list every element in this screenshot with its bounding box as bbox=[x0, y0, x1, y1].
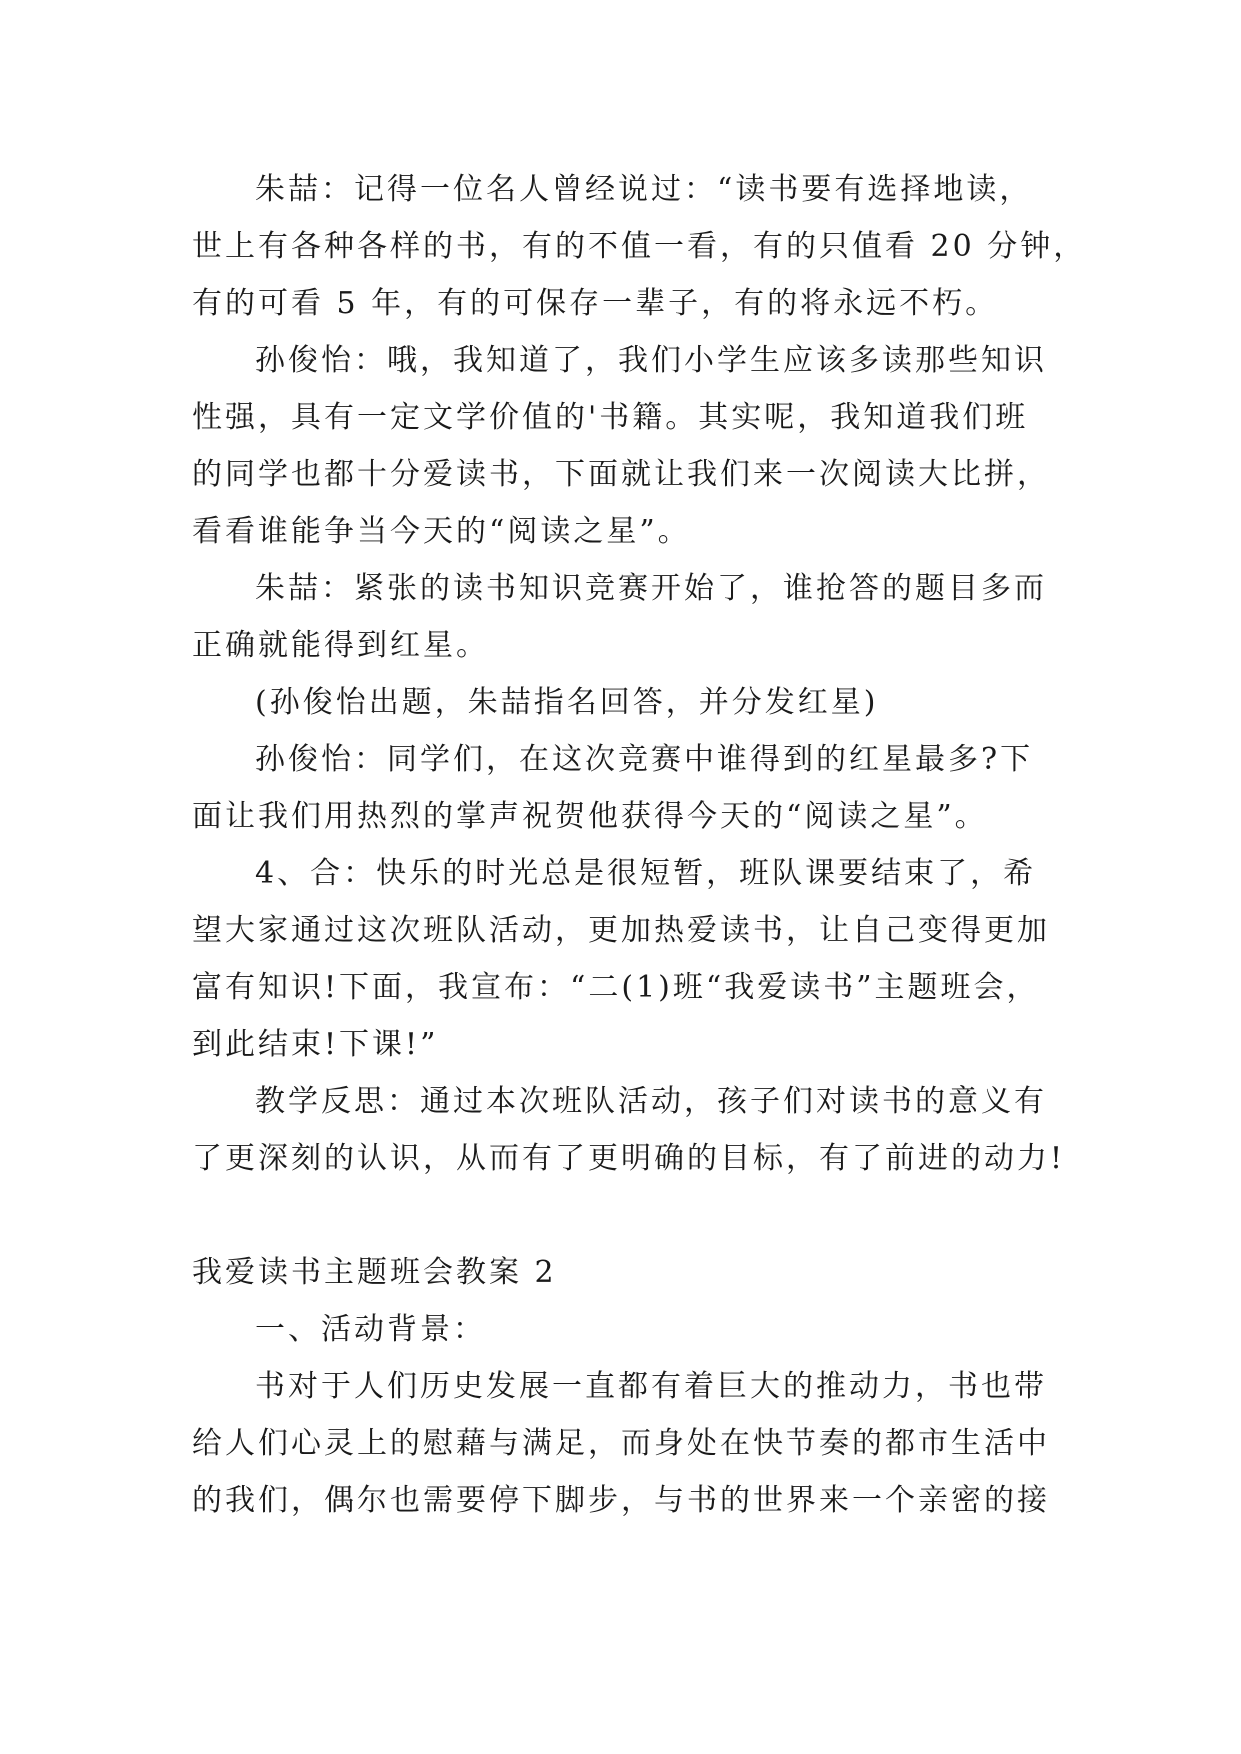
paragraph-line: 富有知识!下面，我宣布：“二(1)班“我爱读书”主题班会， bbox=[192, 970, 1040, 1005]
paragraph-line: 的我们，偶尔也需要停下脚步，与书的世界来一个亲密的接 bbox=[192, 1483, 1050, 1518]
paragraph-line: 孙俊怡：同学们，在这次竞赛中谁得到的红星最多?下 bbox=[255, 742, 1034, 777]
paragraph-line: 朱喆：紧张的读书知识竞赛开始了，谁抢答的题目多而 bbox=[255, 571, 1047, 606]
paragraph-line: 给人们心灵上的慰藉与满足，而身处在快节奏的都市生活中 bbox=[192, 1426, 1050, 1461]
paragraph-line: 书对于人们历史发展一直都有着巨大的推动力，书也带 bbox=[255, 1369, 1047, 1404]
paragraph-line: 朱喆：记得一位名人曾经说过：“读书要有选择地读， bbox=[255, 172, 1033, 207]
paragraph-line: 了更深刻的认识，从而有了更明确的目标，有了前进的动力! bbox=[192, 1141, 1066, 1176]
paragraph-line: 性强，具有一定文学价值的'书籍。其实呢，我知道我们班 bbox=[192, 400, 1029, 435]
paragraph-line: 的同学也都十分爱读书，下面就让我们来一次阅读大比拼， bbox=[192, 457, 1050, 492]
paragraph-line: 正确就能得到红星。 bbox=[192, 628, 489, 663]
paragraph-line: 看看谁能争当今天的“阅读之星”。 bbox=[192, 514, 691, 549]
section-heading: 我爱读书主题班会教案 2 bbox=[192, 1255, 557, 1290]
paragraph-line: 到此结束!下课!” bbox=[192, 1027, 439, 1062]
paragraph-line: 世上有各种各样的书，有的不值一看，有的只值看 20 分钟， bbox=[192, 229, 1087, 264]
paragraph-line: 教学反思：通过本次班队活动，孩子们对读书的意义有 bbox=[255, 1084, 1047, 1119]
subsection-heading: 一、活动背景： bbox=[255, 1312, 486, 1347]
paragraph-line: 孙俊怡：哦，我知道了，我们小学生应该多读那些知识 bbox=[255, 343, 1047, 378]
paragraph-line: 4、合：快乐的时光总是很短暂，班队课要结束了，希 bbox=[255, 856, 1037, 891]
paragraph-line: 望大家通过这次班队活动，更加热爱读书，让自己变得更加 bbox=[192, 913, 1050, 948]
paragraph-line: (孙俊怡出题，朱喆指名回答，并分发红星) bbox=[255, 685, 879, 720]
paragraph-line: 面让我们用热烈的掌声祝贺他获得今天的“阅读之星”。 bbox=[192, 799, 988, 834]
paragraph-line: 有的可看 5 年，有的可保存一辈子，有的将永远不朽。 bbox=[192, 286, 999, 321]
